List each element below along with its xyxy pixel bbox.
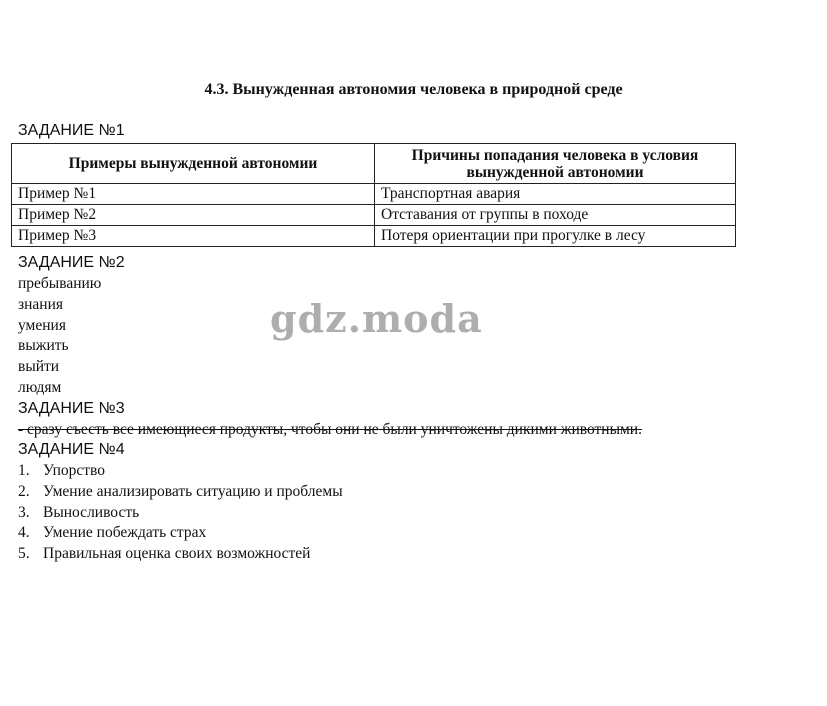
list-item-number: 2. — [18, 482, 30, 500]
list-item-number: 1. — [18, 462, 30, 479]
table-header-causes: Причины попадания человека в условия вынужденной автономии — [375, 144, 736, 184]
list-item: людям — [18, 378, 62, 396]
list-item — [18, 461, 343, 482]
list-item: выжить — [18, 337, 69, 355]
list-item: знания — [18, 295, 64, 313]
list-item-number: 5. — [18, 545, 30, 563]
list-item-number: 4. — [18, 524, 30, 542]
examples-table — [11, 143, 736, 247]
table-cell-cause: Потеря ориентации при прогулке в лесу — [375, 226, 736, 247]
list-item: пребыванию — [18, 275, 102, 292]
list-item-text: Правильная оценка своих возможностей — [43, 545, 311, 563]
task-2-heading: ЗАДАНИЕ №2 — [18, 254, 125, 271]
list-item — [18, 523, 343, 544]
task-3-heading: ЗАДАНИЕ №3 — [18, 400, 125, 417]
list-item-text: Выносливость — [43, 503, 140, 521]
task-2-word-list — [18, 274, 101, 399]
table-cell-cause: Транспортная авария — [375, 184, 736, 205]
list-item: умения — [18, 316, 66, 334]
task-3-struck-answer: - сразу съесть все имеющиеся продукты, чтобы они не были уничтожены дикими животными. — [18, 421, 642, 438]
table-header-examples: Примеры вынужденной автономии — [12, 144, 375, 184]
task-4-heading: ЗАДАНИЕ №4 — [18, 441, 125, 458]
list-item — [18, 544, 343, 565]
page-title: 4.3. Вынужденная автономия человека в природной среде — [204, 81, 623, 98]
list-item-text: Умение побеждать страх — [43, 524, 207, 542]
list-item — [18, 503, 343, 524]
table-header-row — [12, 144, 736, 184]
table-row — [12, 205, 736, 226]
table-cell-example: Пример №1 — [12, 184, 375, 205]
table-row — [12, 226, 736, 247]
table-cell-example: Пример №3 — [12, 226, 375, 247]
task-1-heading: ЗАДАНИЕ №1 — [18, 122, 125, 139]
list-item: выйти — [18, 358, 60, 376]
task-4-qualities-list — [18, 461, 343, 565]
table-row — [12, 184, 736, 205]
table-cell-cause: Отставания от группы в походе — [375, 205, 736, 226]
list-item — [18, 482, 343, 503]
list-item-number: 3. — [18, 503, 30, 521]
table-cell-example: Пример №2 — [12, 205, 375, 226]
list-item-text: Упорство — [43, 462, 106, 479]
watermark: gdz.moda — [270, 296, 483, 341]
list-item-text: Умение анализировать ситуацию и проблемы — [43, 482, 343, 500]
